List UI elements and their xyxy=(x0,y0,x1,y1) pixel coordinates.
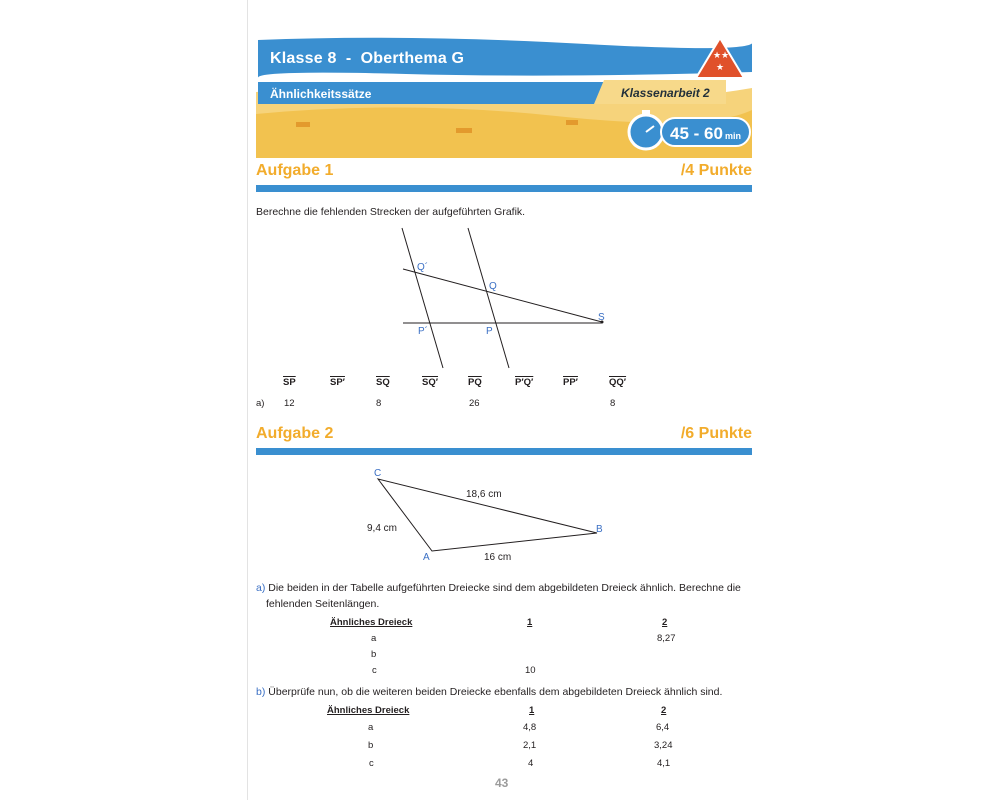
task2b-head-2: 2 xyxy=(661,705,667,716)
label-vertex-c: C xyxy=(374,468,382,479)
svg-text:★: ★ xyxy=(721,50,730,60)
task1-cell: 8 xyxy=(610,398,616,409)
header-title: Klasse 8 - Oberthema G xyxy=(270,50,465,67)
task2b-row-c-label: c xyxy=(369,758,374,769)
label-side-ca: 9,4 cm xyxy=(367,523,398,534)
time-unit: min xyxy=(724,131,741,141)
svg-text:★: ★ xyxy=(716,62,725,72)
label-p-prime: P´ xyxy=(418,326,428,337)
col-sq-prime: SQ′ xyxy=(422,377,439,388)
page-number: 43 xyxy=(495,776,509,790)
task2a-head-1: 1 xyxy=(527,617,533,628)
task2b-row-a-label: a xyxy=(368,722,374,733)
task2a-row-a-v2: 8,27 xyxy=(657,633,676,644)
task1-cell: 12 xyxy=(284,398,295,409)
task2b-row-c-v1: 4 xyxy=(528,758,534,769)
task2a-text: Die beiden in der Tabelle aufgeführten Dreiecke sind dem abgebildeten Dreieck ähnlich. Berechne die xyxy=(268,582,741,594)
task1-cell: 26 xyxy=(469,398,480,409)
task2a-head-label: Ähnliches Dreieck xyxy=(330,617,413,628)
task2b-row-a-v1: 4,8 xyxy=(523,722,537,733)
task2b-text: Überprüfe nun, ob die weiteren beiden Dreiecke ebenfalls dem abgebildeten Dreieck ähnlich sind. xyxy=(268,686,723,698)
label-p: P xyxy=(486,326,493,337)
svg-text:★: ★ xyxy=(713,50,722,60)
task2a-row-c-v1: 10 xyxy=(525,665,536,676)
col-pq: $\overline{PQ}$ xyxy=(468,377,482,388)
task1-cell: 8 xyxy=(376,398,382,409)
col-pp-prime: PP′ xyxy=(563,377,578,388)
task2b-text-line xyxy=(256,686,722,698)
task2a-marker: a) xyxy=(256,582,266,594)
task1-title: Aufgabe 1 xyxy=(256,162,334,179)
task2a-row-c-label: c xyxy=(372,665,377,676)
task2b-row-b-label: b xyxy=(368,740,374,751)
task2b-head-label: Ähnliches Dreieck xyxy=(327,705,410,716)
label-side-ab: 16 cm xyxy=(484,552,512,563)
task2a-row-b-label: b xyxy=(371,649,377,660)
label-q-prime: Q´ xyxy=(417,262,429,273)
task2b-row-c-v2: 4,1 xyxy=(657,758,671,769)
task1-points: /4 Punkte xyxy=(680,162,752,179)
col-qq-prime: QQ′ xyxy=(609,377,627,388)
label-q: Q xyxy=(489,281,497,292)
task2a-text-line2: fehlenden Seitenlängen. xyxy=(266,598,380,610)
exam-label: Klassenarbeit 2 xyxy=(621,86,710,100)
col-p-prime-q-prime: P′Q′ xyxy=(515,377,534,388)
time-value: 45 - 60 xyxy=(670,124,723,143)
task2b-marker: b) xyxy=(256,686,266,698)
task2b-row-b-v2: 3,24 xyxy=(654,740,673,751)
task1-row-label: a) xyxy=(256,398,265,409)
col-sp-prime: SP′ xyxy=(330,377,345,388)
task2-title: Aufgabe 2 xyxy=(256,425,334,442)
task2b-row-b-v1: 2,1 xyxy=(523,740,537,751)
task1-instruction: Berechne die fehlenden Strecken der aufgeführten Grafik. xyxy=(256,206,526,218)
label-s: S xyxy=(598,312,605,323)
task2b-head-1: 1 xyxy=(529,705,535,716)
task2a-row-a-label: a xyxy=(371,633,377,644)
task2-points: /6 Punkte xyxy=(680,425,752,442)
col-sq: $\overline{SQ}$ xyxy=(376,377,390,388)
col-sp: $\overline{SP}$ xyxy=(283,377,296,388)
task2a-text-line1 xyxy=(256,582,741,594)
task2a-head-2: 2 xyxy=(662,617,668,628)
header-subtitle: Ähnlichkeitssätze xyxy=(270,87,372,101)
label-side-cb: 18,6 cm xyxy=(466,489,502,500)
label-vertex-a: A xyxy=(423,552,430,563)
task2b-row-a-v2: 6,4 xyxy=(656,722,670,733)
label-vertex-b: B xyxy=(596,524,603,535)
